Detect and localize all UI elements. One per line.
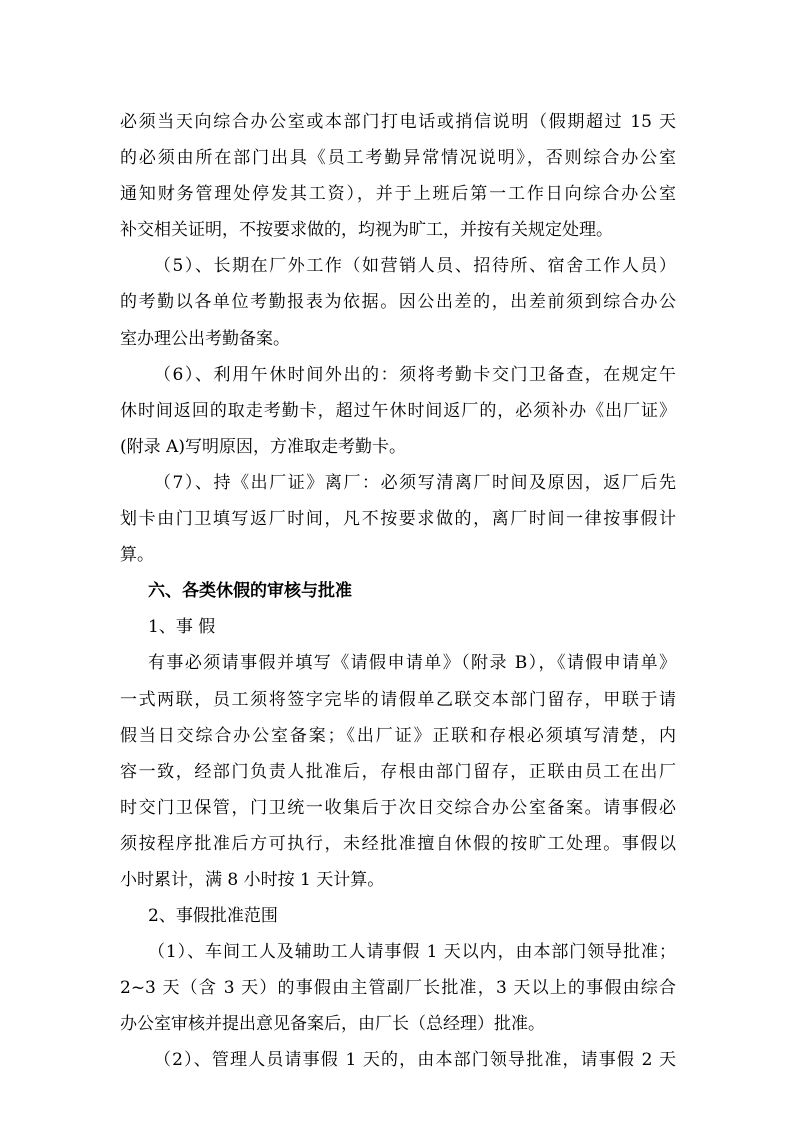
clause-7-line: （7）、持《出厂证》离厂：必须写清离厂时间及原因，返厂后先	[154, 472, 676, 493]
body-text-line: 须按程序批准后方可执行，未经批准擅自休假的按旷工处理。事假以	[120, 833, 676, 854]
body-text-line: 办公室审核并提出意见备案后，由厂长（总经理）批准。	[120, 1014, 545, 1035]
body-text-line: 补交相关证明，不按要求做的，均视为旷工，并按有关规定处理。	[120, 220, 613, 241]
body-text-line: 一式两联，员工须将签字完毕的请假单乙联交本部门留存，甲联于请	[120, 689, 676, 710]
subsection-heading: 2、事假批准范围	[148, 906, 278, 927]
clause-1-line: （1）、车间工人及辅助工人请事假 1 天以内，由本部门领导批准；	[148, 942, 676, 963]
body-text-line: 有事必须请事假并填写《请假申请单》（附录 B），《请假申请单》	[148, 653, 676, 674]
clause-2-line: （2）、管理人员请事假 1 天的，由本部门领导批准，请事假 2 天	[154, 1050, 676, 1071]
body-text-line: 假当日交综合办公室备案；《出厂证》正联和存根必须填写清楚，内	[120, 725, 676, 746]
body-text-line: 休时间返回的取走考勤卡，超过午休时间返厂的，必须补办《出厂证》	[120, 400, 676, 421]
clause-5-line: （5）、长期在厂外工作（如营销人员、招待所、宿舍工作人员）	[154, 256, 676, 277]
body-text-line: 小时累计，满 8 小时按 1 天计算。	[120, 869, 385, 890]
body-text-line: 算。	[120, 545, 154, 566]
body-text-line: 划卡由门卫填写返厂时间，凡不按要求做的，离厂时间一律按事假计	[120, 509, 676, 530]
body-text-line: 通知财务管理处停发其工资），并于上班后第一工作日向综合办公室	[120, 184, 676, 205]
body-text-line: 必须当天向综合办公室或本部门打电话或捎信说明（假期超过 15 天	[120, 112, 676, 132]
subsection-heading: 1、事 假	[148, 617, 216, 638]
body-text-line: (附录 A)写明原因，方准取走考勤卡。	[120, 436, 406, 457]
body-text-line: 时交门卫保管，门卫统一收集后于次日交综合办公室备案。请事假必	[120, 797, 676, 818]
body-text-line: 2~3 天（含 3 天）的事假由主管副厂长批准，3 天以上的事假由综合	[120, 978, 676, 999]
document-page	[120, 104, 676, 1079]
body-text-line: 容一致，经部门负责人批准后，存根由部门留存，正联由员工在出厂	[120, 761, 676, 782]
clause-6-line: （6）、利用午休时间外出的：须将考勤卡交门卫备查，在规定午	[154, 364, 676, 385]
body-text-line: 的必须由所在部门出具《员工考勤异常情况说明》，否则综合办公室	[120, 148, 676, 169]
section-heading: 六、各类休假的审核与批准	[148, 581, 352, 602]
body-text-line: 室办理公出考勤备案。	[120, 328, 290, 349]
body-text-line: 的考勤以各单位考勤报表为依据。因公出差的，出差前须到综合办公	[120, 292, 676, 313]
